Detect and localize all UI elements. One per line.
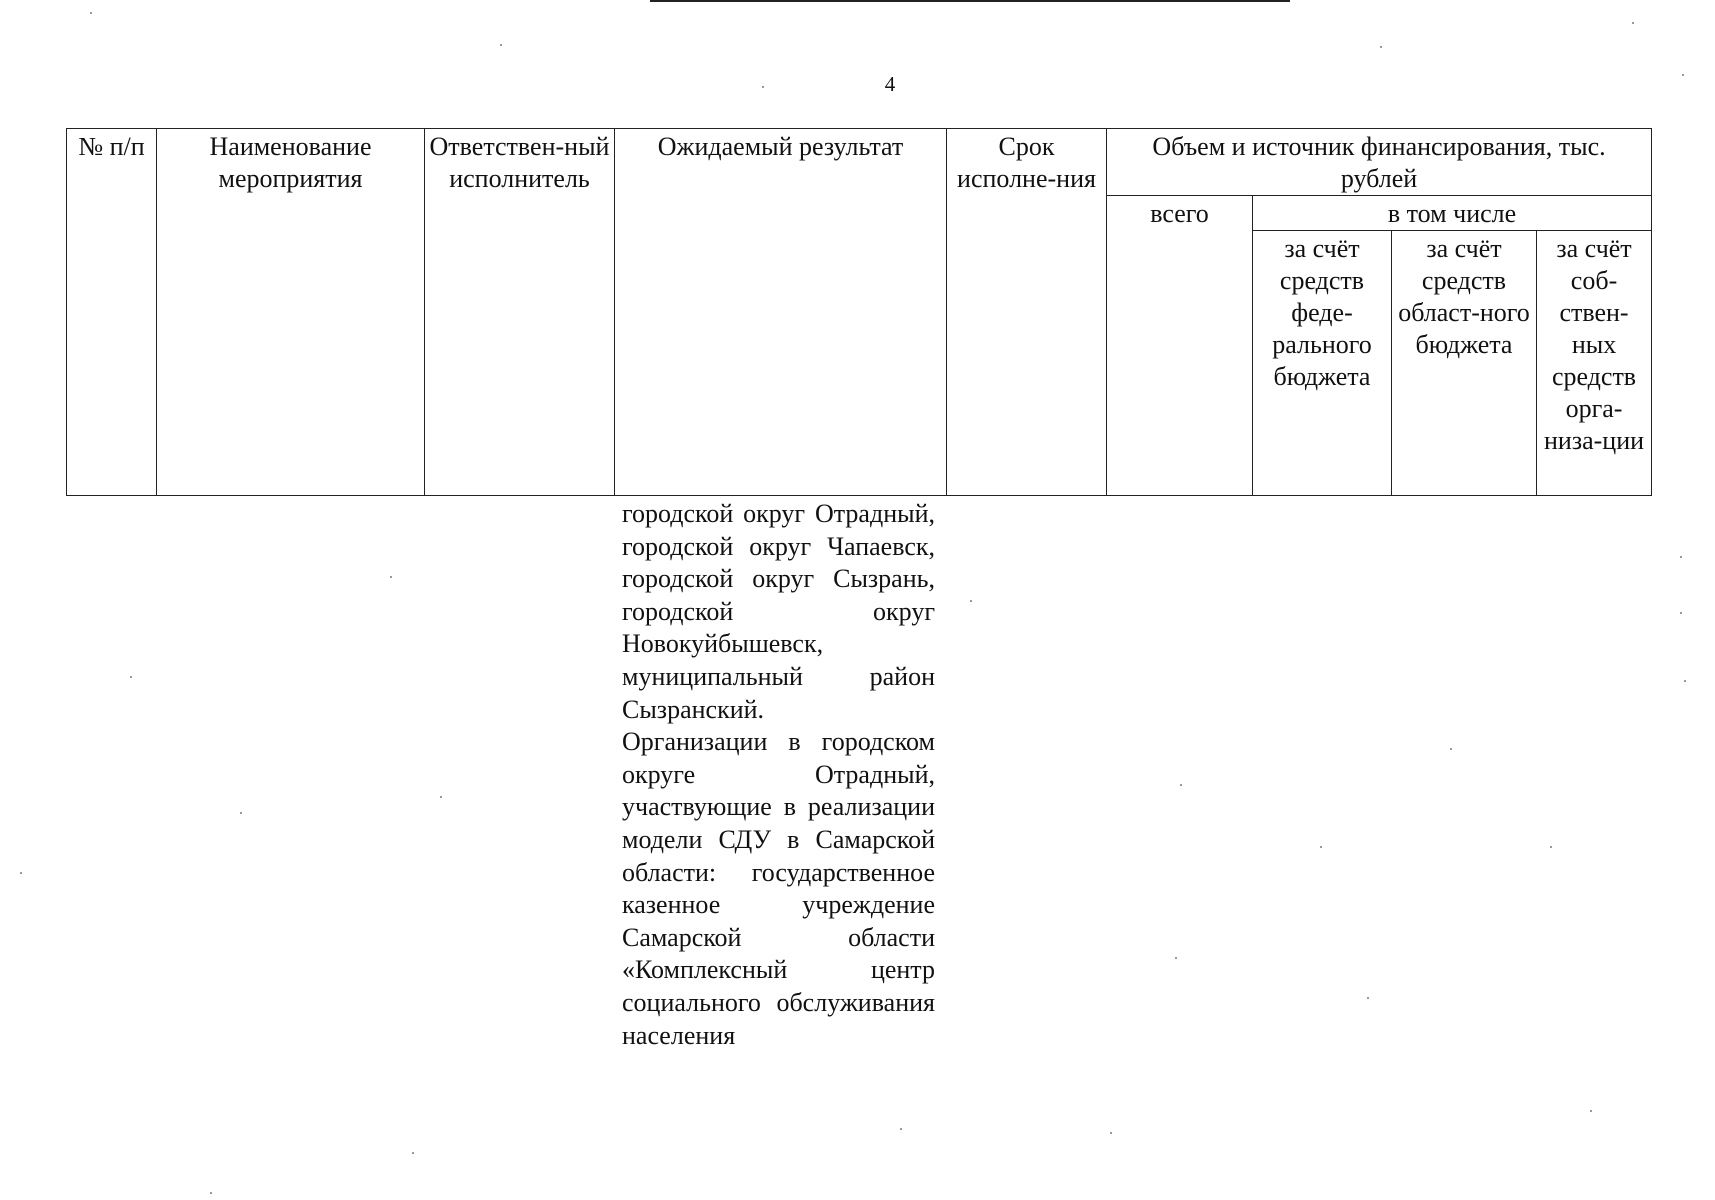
plan-table-header: [66, 128, 1652, 496]
header-total: всего: [1107, 196, 1253, 496]
speck: [1367, 997, 1369, 999]
header-responsible: Ответствен-ный исполнитель: [425, 129, 615, 496]
header-expected-result: Ожидаемый результат: [615, 129, 947, 496]
expected-result-continuation: [622, 498, 935, 1052]
page-number: 4: [884, 72, 896, 96]
speck: [1550, 846, 1552, 848]
speck: [412, 1152, 414, 1154]
header-own-funds: за счёт соб-ствен-ных средств орга-низа-ции: [1537, 231, 1652, 496]
speck: [1450, 748, 1452, 750]
speck: [762, 86, 764, 88]
speck: [1680, 612, 1682, 614]
speck: [500, 44, 502, 46]
speck: [1590, 1110, 1592, 1112]
speck: [390, 576, 392, 578]
header-number: № п/п: [67, 129, 157, 496]
header-including: в том числе: [1253, 196, 1652, 231]
speck: [1110, 1132, 1112, 1134]
speck: [900, 1128, 902, 1130]
speck: [1175, 957, 1177, 959]
speck: [1380, 46, 1382, 48]
top-border-line: [650, 0, 1290, 2]
header-event-name: Наименование мероприятия: [157, 129, 425, 496]
speck: [1684, 680, 1686, 682]
speck: [1680, 556, 1682, 558]
speck: [970, 600, 972, 602]
speck: [1180, 784, 1182, 786]
speck: [240, 812, 242, 814]
header-deadline: Срок исполне-ния: [947, 129, 1107, 496]
speck: [1320, 846, 1322, 848]
speck: [20, 872, 22, 874]
continuation-paragraph-1: городской округ Отрадный, городской округ Чапаевск, городской округ Сызрань, городской округ Новокуйбышевск, муниципальный район Сызранский.: [622, 499, 935, 724]
speck: [130, 676, 132, 678]
speck: [1632, 22, 1634, 24]
speck: [210, 1192, 212, 1194]
continuation-paragraph-2: Организации в городском округе Отрадный, участвующие в реализации модели СДУ в Самарской области: государственное казенное учреждение Самарской области «Комплексный центр социального обслуживания населения: [622, 727, 935, 1050]
speck: [1682, 74, 1684, 76]
header-regional-budget: за счёт средств област-ного бюджета: [1392, 231, 1537, 496]
header-federal-budget: за счёт средств феде-рального бюджета: [1253, 231, 1392, 496]
header-funding: Объем и источник финансирования, тыс. рублей: [1107, 129, 1652, 196]
speck: [440, 796, 442, 798]
speck: [90, 12, 92, 14]
